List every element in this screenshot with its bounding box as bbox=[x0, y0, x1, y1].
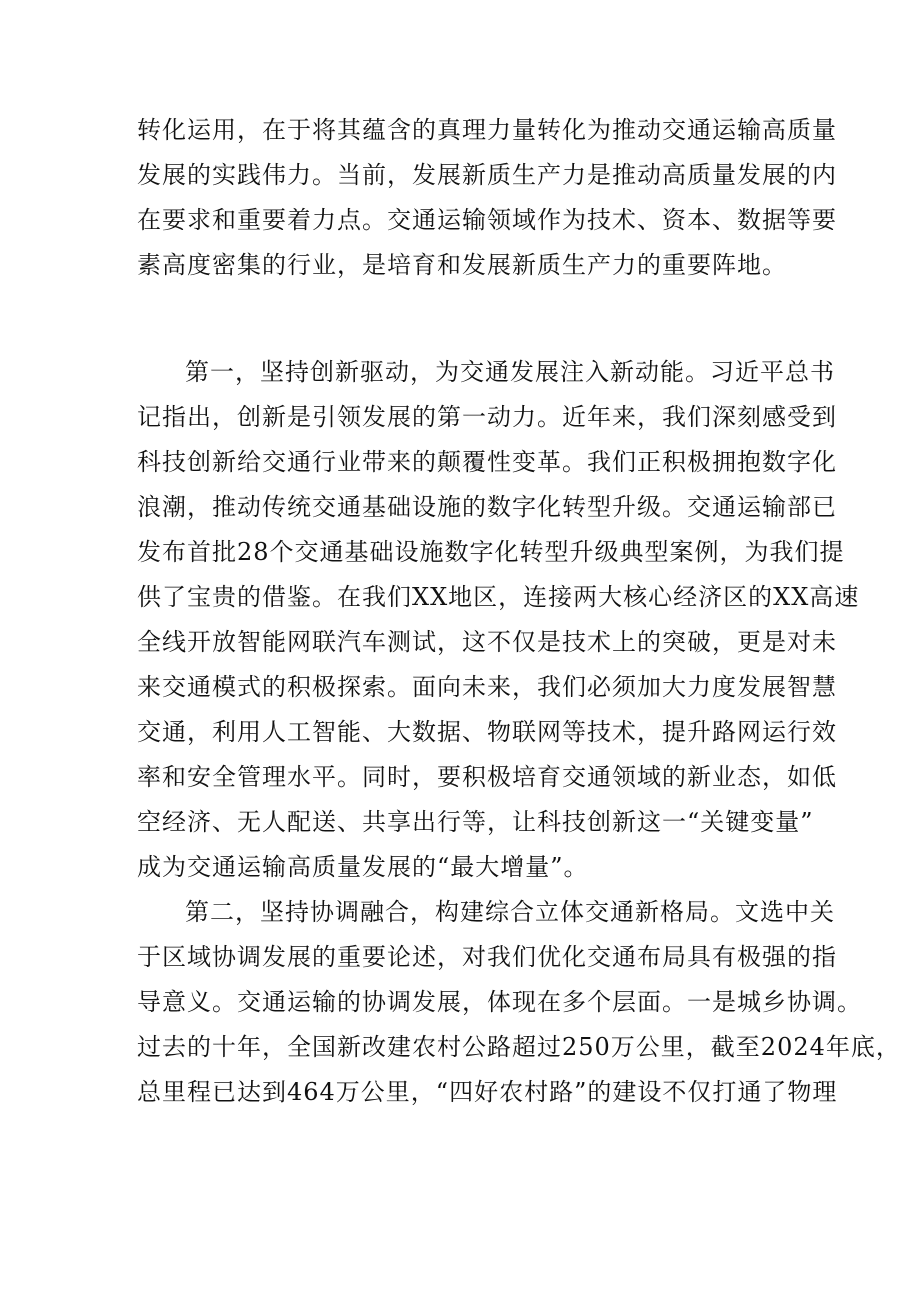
paragraph-line: 过去的十年，全国新改建农村公路超过250万公里，截至2024年底， bbox=[137, 1033, 901, 1061]
paragraph-line: 记指出，创新是引领发展的第一动力。近年来，我们深刻感受到 bbox=[137, 403, 837, 431]
paragraph-line: 率和安全管理水平。同时，要积极培育交通领域的新业态，如低 bbox=[137, 763, 837, 791]
paragraph-line: 科技创新给交通行业带来的颠覆性变革。我们正积极拥抱数字化 bbox=[137, 448, 837, 476]
paragraph-line: 发展的实践伟力。当前，发展新质生产力是推动高质量发展的内 bbox=[137, 161, 837, 189]
paragraph-line: 空经济、无人配送、共享出行等，让科技创新这一“关键变量” bbox=[137, 808, 814, 836]
paragraph-line: 导意义。交通运输的协调发展，体现在多个层面。一是城乡协调。 bbox=[137, 988, 862, 1016]
paragraph-line: 来交通模式的积极探索。面向未来，我们必须加大力度发展智慧 bbox=[137, 673, 837, 701]
paragraph-line: 第一，坚持创新驱动，为交通发展注入新动能。习近平总书 bbox=[185, 358, 835, 386]
paragraph-line: 发布首批28个交通基础设施数字化转型升级典型案例，为我们提 bbox=[137, 538, 845, 566]
paragraph-line: 成为交通运输高质量发展的“最大增量”。 bbox=[137, 853, 589, 881]
paragraph-line: 供了宝贵的借鉴。在我们XX地区，连接两大核心经济区的XX高速 bbox=[137, 583, 860, 611]
paragraph-line: 转化运用，在于将其蕴含的真理力量转化为推动交通运输高质量 bbox=[137, 116, 837, 144]
paragraph-line: 素高度密集的行业，是培育和发展新质生产力的重要阵地。 bbox=[137, 251, 787, 279]
paragraph-line: 全线开放智能网联汽车测试，这不仅是技术上的突破，更是对未 bbox=[137, 628, 837, 656]
paragraph-line: 于区域协调发展的重要论述，对我们优化交通布局具有极强的指 bbox=[137, 943, 837, 971]
paragraph-line: 总里程已达到464万公里，“四好农村路”的建设不仅打通了物理 bbox=[137, 1078, 838, 1106]
paragraph-line: 交通，利用人工智能、大数据、物联网等技术，提升路网运行效 bbox=[137, 718, 837, 746]
paragraph-line: 第二，坚持协调融合，构建综合立体交通新格局。文选中关 bbox=[185, 898, 835, 926]
paragraph-line: 浪潮，推动传统交通基础设施的数字化转型升级。交通运输部已 bbox=[137, 493, 837, 521]
paragraph-line: 在要求和重要着力点。交通运输领域作为技术、资本、数据等要 bbox=[137, 206, 837, 234]
